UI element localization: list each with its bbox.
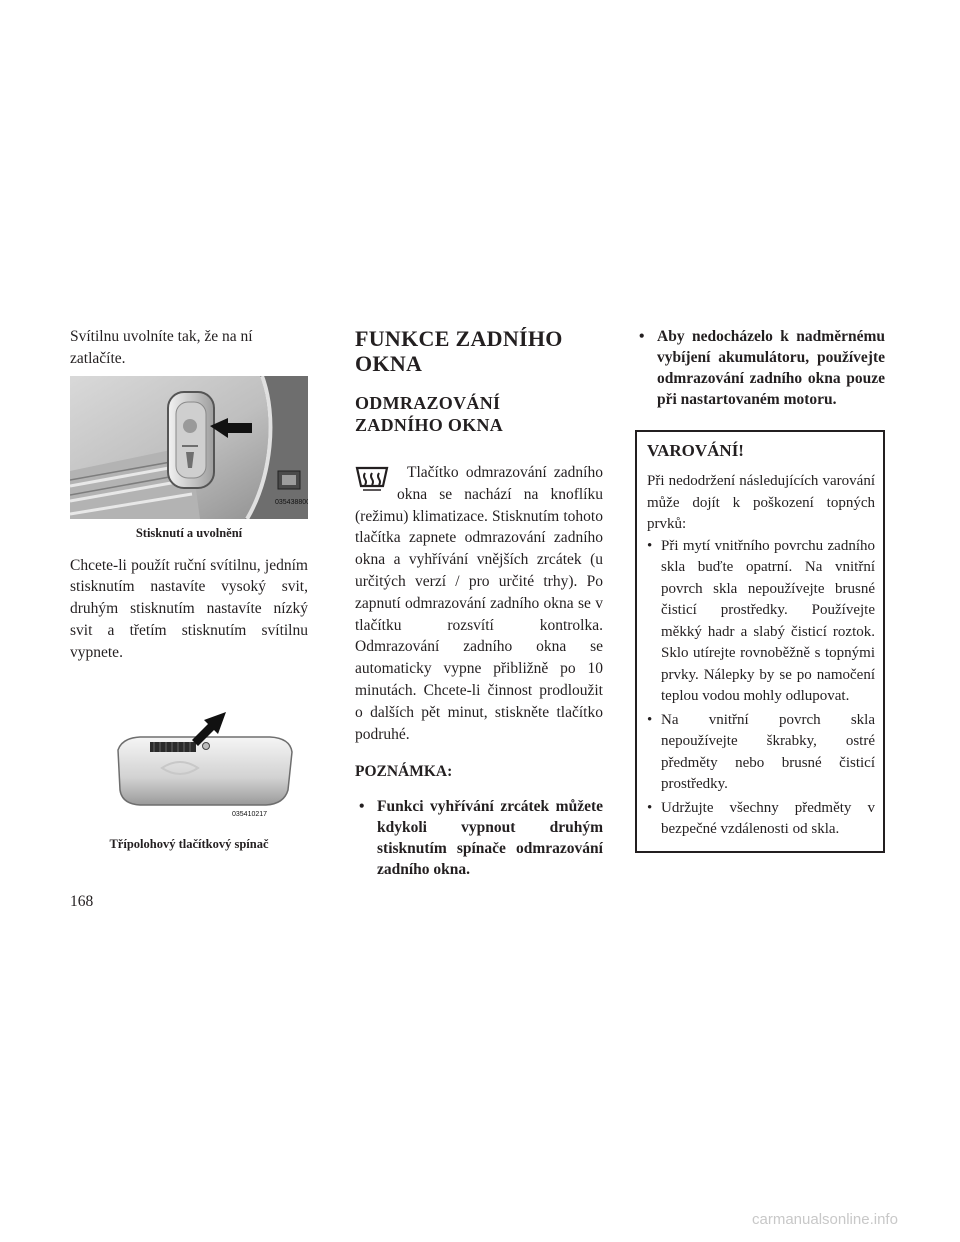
subsection-heading-line2: ZADNÍHO OKNA [355, 415, 504, 435]
warning-bullet-1-text: Při mytí vnitřního povrchu zadního skla buďte opatrní. Na vnitřní povrch skla nepoužívejte brusné čisticí prostředky. Používejte měkký hadr a slabý čisticí roztok. Sklo utírejte rovnoběžně s topnými prvky. Nálepky by se po namočení teplou vodou mohly odlupovat. [661, 537, 875, 704]
defrost-paragraph: Tlačítko odmrazování zadního okna se nachází na knoflíku (režimu) klimatizace. Stisknutím tohoto tlačítka zapnete odmrazování zadního okna a vyhřívání vnějších zrcátek (u určitých verzí / pro určité trhy). Po zapnutí odmrazování zadního okna se v tlačítku rozsvítí kontrolka. Odmrazování zadního okna se automaticky vypne přibližně po 10 minutách. Chcete-li činnost prodloužit o dalších pět minut, stiskněte tlačítko podruhé. [355, 464, 603, 743]
warning-bullet-3 [647, 798, 875, 841]
left-column [70, 326, 308, 852]
battery-bullet [635, 326, 885, 410]
bullet-dot: • [647, 799, 653, 816]
light-switch-image [70, 376, 308, 519]
three-position-switch-image [70, 690, 308, 830]
rear-defrost-icon [355, 466, 389, 492]
figure-light-press [70, 376, 308, 541]
subsection-heading [355, 392, 603, 436]
section-heading-line1: FUNKCE ZADNÍHO [355, 326, 563, 351]
note-bullet-text: Funkci vyhřívání zrcátek můžete kdykoli vypnout druhým stisknutím spínače odmrazování zadního okna. [377, 798, 603, 879]
warning-intro: Při nedodržení následujících varování může dojít k poškození topných prvků: [647, 473, 875, 532]
figure1-code: 035438800 [275, 498, 308, 506]
battery-bullet-text: Aby nedocházelo k nadměrnému vybíjení akumulátoru, používejte odmrazování zadního okna pouze při nastartovaném motoru. [657, 328, 885, 408]
watermark: carmanualsonline.info [752, 1211, 898, 1228]
right-column [635, 326, 885, 853]
note-bullet [355, 796, 603, 880]
intro-paragraph: Svítilnu uvolníte tak, že na ní zatlačíte. [70, 328, 253, 367]
warning-box [635, 430, 885, 853]
body-paragraph-light: Chcete-li použít ruční svítilnu, jedním stisknutím nastavíte vysoký svit, druhým stisknutím nastavíte nízký svit a třetím stisknutím svítilnu vypnete. [70, 556, 308, 661]
warning-bullet-2-text: Na vnitřní povrch skla nepoužívejte škrabky, ostré předměty nebo brusné čisticí prostředky. [661, 711, 875, 792]
figure2-code: 035410217 [232, 810, 268, 818]
bullet-dot: • [647, 537, 653, 554]
figure2-caption: Třípolohový tlačítkový spínač [109, 836, 269, 851]
warning-title: VAROVÁNÍ! [647, 441, 744, 460]
section-heading-line2: OKNA [355, 351, 423, 376]
bullet-dot: • [639, 328, 645, 345]
warning-bullet-3-text: Udržujte všechny předměty v bezpečné vzdálenosti od skla. [661, 799, 875, 837]
defrost-paragraph-block [355, 462, 603, 745]
section-heading [355, 326, 603, 376]
figure1-caption: Stisknutí a uvolnění [135, 525, 243, 540]
page-number: 168 [70, 893, 94, 910]
warning-bullet-2 [647, 710, 875, 796]
subsection-heading-line1: ODMRAZOVÁNÍ [355, 393, 501, 413]
note-heading: POZNÁMKA: [355, 763, 453, 781]
bullet-dot: • [359, 798, 365, 816]
warning-bullet-1 [647, 536, 875, 708]
middle-column [355, 326, 603, 880]
bullet-dot: • [647, 711, 653, 728]
figure-three-position-switch [70, 690, 308, 852]
